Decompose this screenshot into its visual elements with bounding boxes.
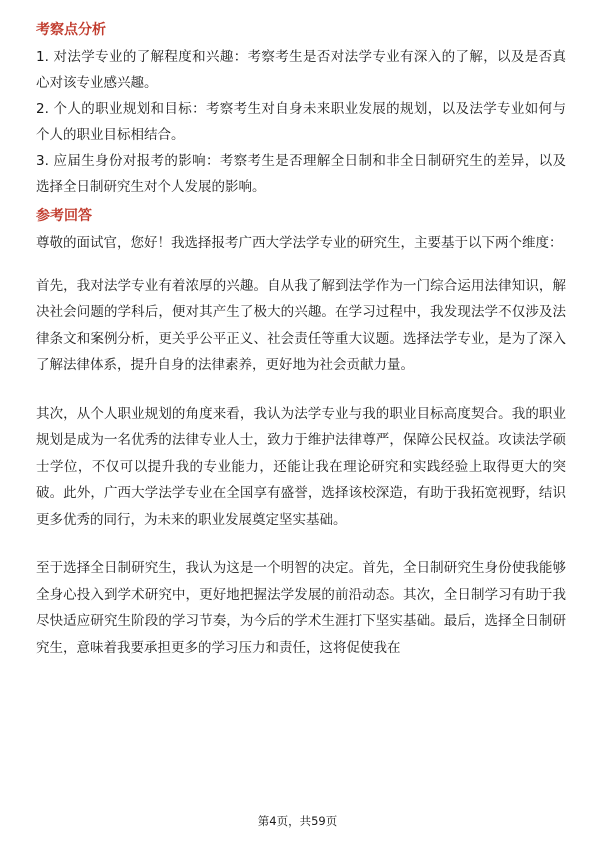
analysis-item-3: 3. 应届生身份对报考的影响：考察考生是否理解全日制和非全日制研究生的差异，以及选择全日制研究生对个人发展的影响。 xyxy=(36,153,566,195)
answer-paragraph-fulltime: 至于选择全日制研究生，我认为这是一个明智的决定。首先，全日制研究生身份使我能够全身心投入到学术研究中，更好地把握法学发展的前沿动态。其次，全日制学习有助于我尽快适应研究生阶段的学习节奏，为今后的学术生涯打下坚实基础。最后，选择全日制研究生，意味着我要承担更多的学习压力和责任，这将促使我在 xyxy=(36,560,566,656)
answer-paragraph-interest: 首先，我对法学专业有着浓厚的兴趣。自从我了解到法学作为一门综合运用法律知识，解决社会问题的学科后，便对其产生了极大的兴趣。在学习过程中，我发现法学不仅涉及法律条文和案例分析，更关乎公平正义、社会责任等重大议题。选择法学专业，是为了深入了解法律体系，提升自身的法律素养，更好地为社会贡献力量。 xyxy=(36,277,566,373)
answer-section-title: 参考回答 xyxy=(36,208,92,224)
page-number: 第4页，共59页 xyxy=(257,814,338,828)
analysis-section-title: 考察点分析 xyxy=(36,22,106,38)
document-page xyxy=(36,20,566,661)
analysis-item-2: 2. 个人的职业规划和目标：考察考生对自身未来职业发展的规划，以及法学专业如何与个人的职业目标相结合。 xyxy=(36,101,566,143)
analysis-item-1: 1. 对法学专业的了解程度和兴趣：考察考生是否对法学专业有深入的了解，以及是否真心对该专业感兴趣。 xyxy=(36,49,566,91)
answer-paragraph-career: 其次，从个人职业规划的角度来看，我认为法学专业与我的职业目标高度契合。我的职业规划是成为一名优秀的法律专业人士，致力于维护法律尊严，保障公民权益。攻读法学硕士学位，不仅可以提升我的专业能力，还能让我在理论研究和实践经验上取得更大的突破。此外，广西大学法学专业在全国享有盛誉，选择该校深造，有助于我拓宽视野，结识更多优秀的同行，为未来的职业发展奠定坚实基础。 xyxy=(36,405,566,528)
answer-paragraph-greeting: 尊敬的面试官，您好！我选择报考广西大学法学专业的研究生，主要基于以下两个维度： xyxy=(36,235,563,251)
